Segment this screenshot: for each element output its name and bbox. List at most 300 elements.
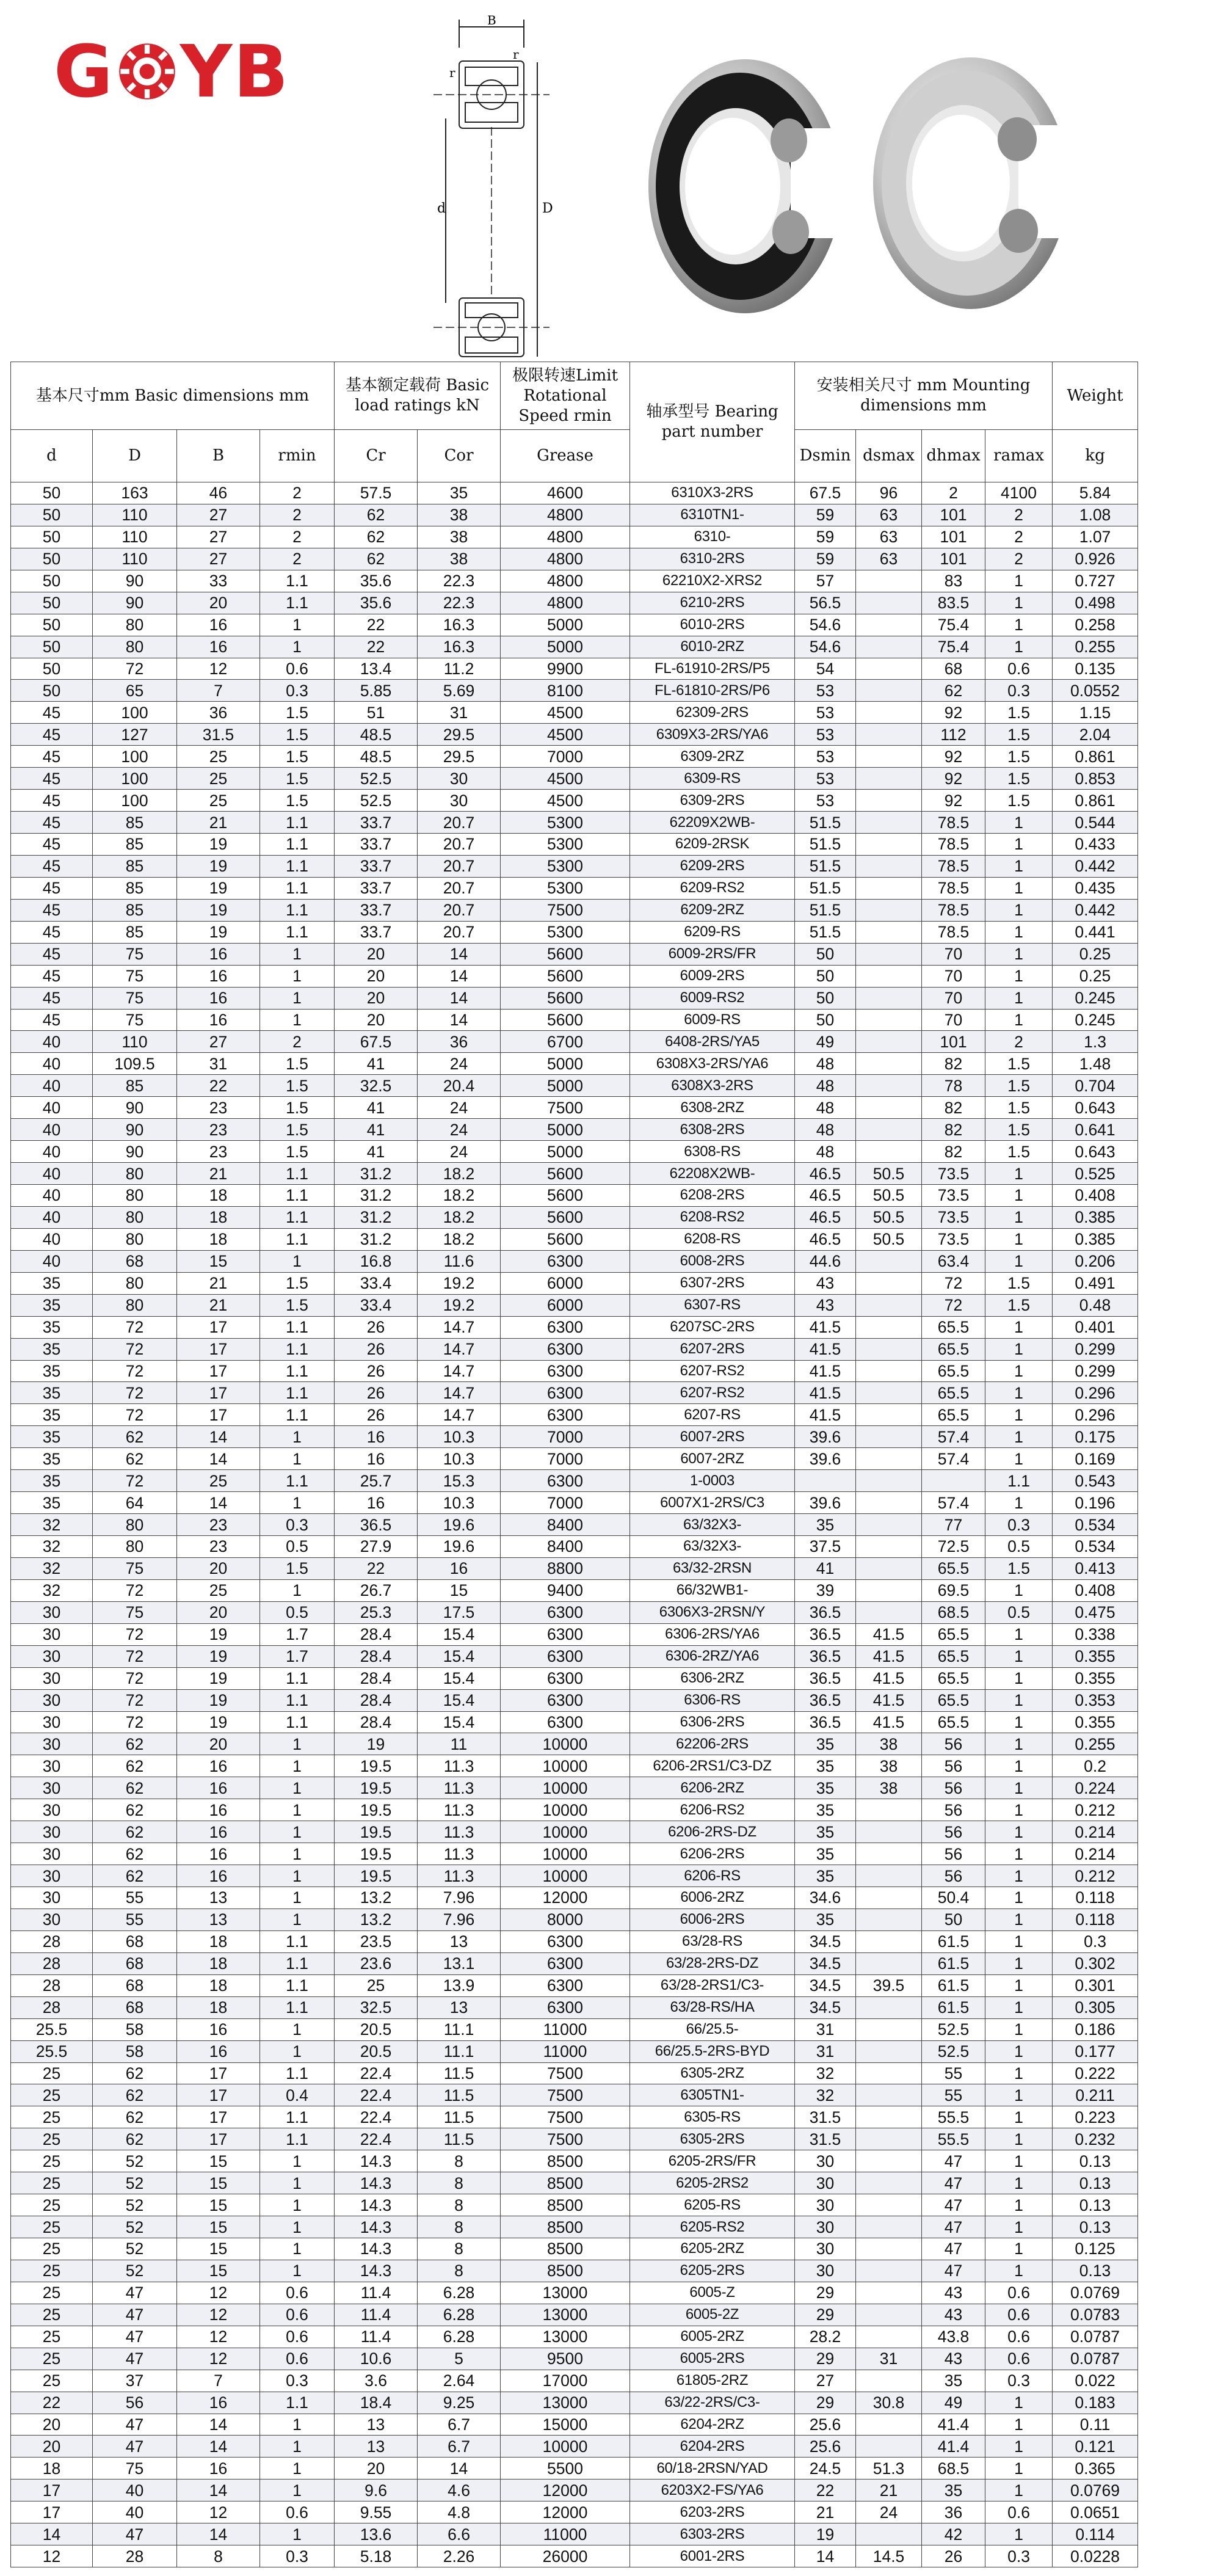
cell-dsmin: 39 — [795, 1579, 856, 1601]
cell-B: 17 — [177, 1382, 260, 1404]
cell-ramax: 1.5 — [985, 1119, 1053, 1141]
cell-dhmax: 78.5 — [922, 899, 985, 921]
cell-dsmin: 32 — [795, 2084, 856, 2106]
cell-D: 75 — [93, 965, 177, 987]
table-row — [11, 1887, 1138, 1909]
cell-part-number: 6009-RS — [630, 1009, 795, 1031]
cell-D: 72 — [93, 1579, 177, 1601]
cell-part-number: 6306-2RS — [630, 1711, 795, 1733]
cell-dhmax: 55.5 — [922, 2128, 985, 2150]
cell-D: 40 — [93, 2480, 177, 2501]
cell-grease: 4500 — [501, 790, 630, 812]
cell-cr: 20 — [335, 987, 418, 1009]
cell-d: 35 — [11, 1404, 93, 1426]
cell-B: 46 — [177, 482, 260, 504]
cell-cor: 11.3 — [418, 1843, 501, 1865]
cell-dsmax — [856, 724, 922, 746]
cell-d: 35 — [11, 1448, 93, 1470]
cell-grease: 5300 — [501, 834, 630, 856]
cell-weight: 0.186 — [1053, 2018, 1138, 2040]
cell-dsmax — [856, 658, 922, 680]
cell-dsmin: 51.5 — [795, 834, 856, 856]
cell-part-number: 6307-RS — [630, 1294, 795, 1316]
cell-dhmax: 92 — [922, 746, 985, 768]
cell-rmin: 1.1 — [260, 1163, 335, 1185]
cell-cor: 38 — [418, 548, 501, 570]
cell-B: 23 — [177, 1119, 260, 1141]
cell-dsmin: 39.6 — [795, 1426, 856, 1448]
cell-weight: 0.206 — [1053, 1250, 1138, 1272]
cell-d: 40 — [11, 1053, 93, 1075]
cell-cr: 33.7 — [335, 812, 418, 834]
cell-cor: 11.3 — [418, 1777, 501, 1799]
cell-weight: 0.258 — [1053, 614, 1138, 636]
cell-ramax: 1 — [985, 1448, 1053, 1470]
cell-d: 40 — [11, 1228, 93, 1250]
cell-rmin: 1.5 — [260, 768, 335, 790]
cell-dsmax — [856, 877, 922, 899]
cell-dhmax: 56 — [922, 1821, 985, 1843]
cell-cor: 17.5 — [418, 1601, 501, 1623]
cell-rmin: 1 — [260, 1733, 335, 1755]
cell-cr: 41 — [335, 1141, 418, 1163]
cell-weight: 0.0651 — [1053, 2501, 1138, 2523]
cell-rmin: 2 — [260, 1031, 335, 1053]
cell-part-number: 6204-2RS — [630, 2436, 795, 2458]
cell-grease: 8100 — [501, 680, 630, 702]
cell-grease: 6300 — [501, 1711, 630, 1733]
cell-cor: 14 — [418, 1009, 501, 1031]
cell-dsmax — [856, 2062, 922, 2084]
cell-d: 45 — [11, 724, 93, 746]
cell-ramax: 1.5 — [985, 702, 1053, 724]
cell-cor: 22.3 — [418, 570, 501, 592]
cell-D: 62 — [93, 1865, 177, 1887]
cell-dsmin: 30 — [795, 2216, 856, 2238]
table-row — [11, 987, 1138, 1009]
cell-weight: 0.301 — [1053, 1974, 1138, 1996]
cell-grease: 13000 — [501, 2304, 630, 2326]
cell-grease: 7500 — [501, 2062, 630, 2084]
cell-dhmax: 101 — [922, 526, 985, 548]
table-row — [11, 724, 1138, 746]
cell-part-number: 62210X2-XRS2 — [630, 570, 795, 592]
cell-cr: 16 — [335, 1448, 418, 1470]
cell-dsmin: 50 — [795, 1009, 856, 1031]
cell-weight: 0.475 — [1053, 1601, 1138, 1623]
cell-cr: 22.4 — [335, 2106, 418, 2128]
cell-dsmax: 50.5 — [856, 1163, 922, 1185]
cell-D: 47 — [93, 2523, 177, 2545]
cell-rmin: 1.1 — [260, 1952, 335, 1974]
cell-dhmax: 65.5 — [922, 1689, 985, 1711]
cell-part-number: 6310TN1- — [630, 504, 795, 526]
cell-grease: 5300 — [501, 855, 630, 877]
cell-ramax: 0.6 — [985, 2326, 1053, 2348]
cell-rmin: 1.1 — [260, 1228, 335, 1250]
cell-dhmax: 65.5 — [922, 1623, 985, 1645]
cell-D: 52 — [93, 2216, 177, 2238]
cell-dhmax: 43 — [922, 2282, 985, 2304]
cell-dsmax — [856, 2018, 922, 2040]
cell-dsmin: 51.5 — [795, 921, 856, 943]
cell-weight: 0.534 — [1053, 1514, 1138, 1536]
cell-part-number: 6210-2RS — [630, 592, 795, 614]
cell-rmin: 1.5 — [260, 746, 335, 768]
cell-dsmax — [856, 2172, 922, 2194]
cell-grease: 6300 — [501, 1645, 630, 1667]
cell-cor: 8 — [418, 2150, 501, 2172]
cell-B: 16 — [177, 1777, 260, 1799]
cell-ramax: 1 — [985, 1974, 1053, 1996]
cell-dsmin: 59 — [795, 504, 856, 526]
cell-cor: 19.6 — [418, 1536, 501, 1558]
cell-ramax: 1.5 — [985, 1053, 1053, 1075]
cell-dhmax: 68.5 — [922, 1601, 985, 1623]
cell-d: 45 — [11, 877, 93, 899]
cell-weight: 0.177 — [1053, 2040, 1138, 2062]
cell-D: 75 — [93, 1557, 177, 1579]
cell-cr: 9.6 — [335, 2480, 418, 2501]
cell-rmin: 1 — [260, 1579, 335, 1601]
cell-B: 25 — [177, 1579, 260, 1601]
cell-cor: 16.3 — [418, 614, 501, 636]
cell-weight: 5.84 — [1053, 482, 1138, 504]
cell-cor: 8 — [418, 2238, 501, 2260]
cell-D: 85 — [93, 812, 177, 834]
cell-grease: 9900 — [501, 658, 630, 680]
table-row — [11, 2436, 1138, 2458]
cell-D: 90 — [93, 1097, 177, 1119]
cell-cor: 31 — [418, 702, 501, 724]
cell-grease: 5000 — [501, 1053, 630, 1075]
table-row — [11, 1996, 1138, 2018]
cell-cor: 4.6 — [418, 2480, 501, 2501]
cell-dsmax — [856, 1031, 922, 1053]
cell-part-number: 6309X3-2RS/YA6 — [630, 724, 795, 746]
cell-dsmin: 39.6 — [795, 1492, 856, 1514]
cell-dsmax — [856, 1009, 922, 1031]
cell-ramax: 1 — [985, 1689, 1053, 1711]
cell-B: 31.5 — [177, 724, 260, 746]
cell-cor: 30 — [418, 768, 501, 790]
table-row — [11, 1470, 1138, 1492]
cell-dsmin: 37.5 — [795, 1536, 856, 1558]
cell-dsmax — [856, 702, 922, 724]
cell-d: 14 — [11, 2523, 93, 2545]
cell-d: 35 — [11, 1426, 93, 1448]
cell-dhmax: 72.5 — [922, 1536, 985, 1558]
cell-weight: 0.544 — [1053, 812, 1138, 834]
cell-d: 30 — [11, 1843, 93, 1865]
table-row — [11, 1777, 1138, 1799]
cell-D: 90 — [93, 1119, 177, 1141]
cell-dsmax — [856, 1404, 922, 1426]
cell-ramax: 1 — [985, 1250, 1053, 1272]
cell-dsmin: 41.5 — [795, 1316, 856, 1338]
cell-rmin: 1 — [260, 987, 335, 1009]
cell-ramax: 2 — [985, 526, 1053, 548]
cell-cr: 10.6 — [335, 2348, 418, 2370]
cell-B: 16 — [177, 943, 260, 965]
cell-cr: 32.5 — [335, 1075, 418, 1097]
cell-d: 25 — [11, 2062, 93, 2084]
table-row — [11, 2545, 1138, 2567]
cell-B: 15 — [177, 2260, 260, 2282]
cell-dsmax — [856, 1821, 922, 1843]
cell-dsmax — [856, 2370, 922, 2392]
cell-dsmax — [856, 943, 922, 965]
cell-dsmax: 38 — [856, 1733, 922, 1755]
cell-cr: 13.6 — [335, 2523, 418, 2545]
cell-dsmin: 19 — [795, 2523, 856, 2545]
cell-rmin: 1.1 — [260, 2062, 335, 2084]
cell-dhmax: 68 — [922, 658, 985, 680]
cell-dhmax: 82 — [922, 1097, 985, 1119]
cell-part-number: 1-0003 — [630, 1470, 795, 1492]
cell-dsmin: 35 — [795, 1755, 856, 1777]
cell-ramax: 1 — [985, 1996, 1053, 2018]
cell-rmin: 1 — [260, 1908, 335, 1930]
cell-B: 19 — [177, 1711, 260, 1733]
cell-dhmax: 101 — [922, 504, 985, 526]
table-row — [11, 899, 1138, 921]
cell-weight: 0.0769 — [1053, 2480, 1138, 2501]
table-row — [11, 2216, 1138, 2238]
cell-grease: 10000 — [501, 1777, 630, 1799]
cell-cr: 9.55 — [335, 2501, 418, 2523]
cell-cor: 5 — [418, 2348, 501, 2370]
table-row — [11, 746, 1138, 768]
cell-weight: 0.442 — [1053, 855, 1138, 877]
cell-part-number: 6206-RS — [630, 1865, 795, 1887]
cell-cor: 10.3 — [418, 1426, 501, 1448]
cell-dsmin: 51.5 — [795, 877, 856, 899]
table-row — [11, 1536, 1138, 1558]
cell-part-number: 6010-2RZ — [630, 636, 795, 658]
cell-D: 72 — [93, 1360, 177, 1382]
cell-dsmax — [856, 1097, 922, 1119]
table-row — [11, 1316, 1138, 1338]
cell-weight: 0.643 — [1053, 1141, 1138, 1163]
cell-dhmax: 62 — [922, 680, 985, 702]
cell-ramax: 1 — [985, 1009, 1053, 1031]
cell-weight: 1.08 — [1053, 504, 1138, 526]
cell-B: 16 — [177, 1799, 260, 1821]
cell-dsmin: 39.6 — [795, 1448, 856, 1470]
cell-ramax: 1 — [985, 2392, 1053, 2414]
cell-D: 47 — [93, 2282, 177, 2304]
cell-d: 25 — [11, 2238, 93, 2260]
cell-B: 18 — [177, 1228, 260, 1250]
cell-part-number: 6203X2-FS/YA6 — [630, 2480, 795, 2501]
cell-dsmin: 59 — [795, 526, 856, 548]
cell-part-number: 6305-RS — [630, 2106, 795, 2128]
cell-dsmax: 50.5 — [856, 1206, 922, 1228]
table-row — [11, 658, 1138, 680]
cell-ramax: 0.3 — [985, 1514, 1053, 1536]
cell-cor: 8 — [418, 2260, 501, 2282]
cell-rmin: 0.4 — [260, 2084, 335, 2106]
cell-rmin: 0.3 — [260, 2370, 335, 2392]
cell-d: 25 — [11, 2282, 93, 2304]
cell-weight: 0.727 — [1053, 570, 1138, 592]
cell-rmin: 1 — [260, 1887, 335, 1909]
table-row — [11, 1711, 1138, 1733]
cell-D: 62 — [93, 1799, 177, 1821]
cell-ramax: 1 — [985, 1382, 1053, 1404]
table-row — [11, 1009, 1138, 1031]
cell-part-number: 63/28-RS — [630, 1930, 795, 1952]
cell-cor: 10.3 — [418, 1492, 501, 1514]
cell-d: 35 — [11, 1382, 93, 1404]
cell-dhmax: 56 — [922, 1865, 985, 1887]
cell-d: 30 — [11, 1799, 93, 1821]
cell-weight: 0.212 — [1053, 1865, 1138, 1887]
cell-ramax: 1.5 — [985, 1141, 1053, 1163]
cell-weight: 0.214 — [1053, 1843, 1138, 1865]
cell-cr: 11.4 — [335, 2304, 418, 2326]
cell-dhmax: 73.5 — [922, 1228, 985, 1250]
cell-part-number: 63/32X3- — [630, 1514, 795, 1536]
cell-B: 19 — [177, 877, 260, 899]
cell-part-number: 6007X1-2RS/C3 — [630, 1492, 795, 1514]
cell-weight: 0.169 — [1053, 1448, 1138, 1470]
cell-B: 21 — [177, 1294, 260, 1316]
cell-d: 50 — [11, 570, 93, 592]
cell-dsmin: 35 — [795, 1908, 856, 1930]
cell-part-number: 6310- — [630, 526, 795, 548]
cell-dsmax — [856, 2326, 922, 2348]
cell-dsmax — [856, 1075, 922, 1097]
cell-dsmax — [856, 987, 922, 1009]
cell-ramax: 1 — [985, 2480, 1053, 2501]
cell-d: 40 — [11, 1075, 93, 1097]
cell-ramax: 1 — [985, 2458, 1053, 2480]
cell-B: 15 — [177, 2172, 260, 2194]
cell-B: 20 — [177, 592, 260, 614]
cell-dsmax — [856, 1316, 922, 1338]
cell-dhmax: 65.5 — [922, 1404, 985, 1426]
cell-cor: 6.28 — [418, 2326, 501, 2348]
cell-dsmax — [856, 1908, 922, 1930]
cell-B: 16 — [177, 1865, 260, 1887]
cell-dsmax — [856, 899, 922, 921]
cell-dsmin: 31 — [795, 2040, 856, 2062]
cell-dsmax: 14.5 — [856, 2545, 922, 2567]
cell-D: 62 — [93, 1821, 177, 1843]
cell-d: 32 — [11, 1579, 93, 1601]
cell-rmin: 2 — [260, 504, 335, 526]
cell-dhmax: 43 — [922, 2304, 985, 2326]
cell-dsmin: 31.5 — [795, 2128, 856, 2150]
cell-ramax: 1 — [985, 1206, 1053, 1228]
table-row — [11, 636, 1138, 658]
cell-weight: 0.224 — [1053, 1777, 1138, 1799]
cell-cr: 41 — [335, 1119, 418, 1141]
cell-dsmax — [856, 1557, 922, 1579]
cell-cor: 6.28 — [418, 2304, 501, 2326]
cell-grease: 6300 — [501, 1360, 630, 1382]
cell-ramax: 1 — [985, 1865, 1053, 1887]
cell-dhmax: 65.5 — [922, 1711, 985, 1733]
cell-part-number: 6207-RS2 — [630, 1360, 795, 1382]
cell-dsmin: 50 — [795, 943, 856, 965]
cell-d: 28 — [11, 1974, 93, 1996]
table-row — [11, 2128, 1138, 2150]
cell-rmin: 1.5 — [260, 1557, 335, 1579]
cell-rmin: 1.1 — [260, 1974, 335, 1996]
cell-cor: 9.25 — [418, 2392, 501, 2414]
cell-B: 16 — [177, 636, 260, 658]
cell-grease: 5600 — [501, 987, 630, 1009]
cell-cr: 28.4 — [335, 1711, 418, 1733]
cell-ramax: 1.5 — [985, 1097, 1053, 1119]
cell-cor: 15.4 — [418, 1689, 501, 1711]
cell-weight: 0.11 — [1053, 2414, 1138, 2436]
cell-dsmin: 35 — [795, 1777, 856, 1799]
table-row — [11, 1974, 1138, 1996]
cell-grease: 13000 — [501, 2392, 630, 2414]
cell-d: 35 — [11, 1294, 93, 1316]
cell-ramax: 1 — [985, 1733, 1053, 1755]
cell-grease: 12000 — [501, 2501, 630, 2523]
header-weight: Weight — [1053, 362, 1138, 430]
cell-D: 72 — [93, 1382, 177, 1404]
cell-ramax: 1.1 — [985, 1470, 1053, 1492]
cell-d: 40 — [11, 1206, 93, 1228]
cell-ramax: 1 — [985, 2238, 1053, 2260]
cell-D: 80 — [93, 1536, 177, 1558]
cell-rmin: 2 — [260, 482, 335, 504]
cell-cr: 22.4 — [335, 2062, 418, 2084]
cell-weight: 0.48 — [1053, 1294, 1138, 1316]
cell-dsmax — [856, 2523, 922, 2545]
cell-rmin: 1 — [260, 2150, 335, 2172]
cell-grease: 9500 — [501, 2348, 630, 2370]
cell-cr: 16 — [335, 1492, 418, 1514]
cell-part-number: 63/32-2RSN — [630, 1557, 795, 1579]
cell-dsmin: 48 — [795, 1075, 856, 1097]
cell-D: 47 — [93, 2304, 177, 2326]
cell-dsmin: 36.5 — [795, 1689, 856, 1711]
cell-dsmax — [856, 1865, 922, 1887]
cell-cr: 14.3 — [335, 2194, 418, 2216]
cell-cor: 16.3 — [418, 636, 501, 658]
cell-grease: 10000 — [501, 1799, 630, 1821]
label-r-side: r — [513, 47, 519, 62]
cell-cr: 20.5 — [335, 2040, 418, 2062]
cell-B: 17 — [177, 1316, 260, 1338]
cell-cr: 26 — [335, 1382, 418, 1404]
cell-rmin: 1.5 — [260, 1119, 335, 1141]
cell-part-number: 6310X3-2RS — [630, 482, 795, 504]
cell-D: 85 — [93, 855, 177, 877]
cell-D: 62 — [93, 1755, 177, 1777]
cell-dsmax: 38 — [856, 1755, 922, 1777]
cell-d: 30 — [11, 1667, 93, 1689]
cell-dsmin: 34.5 — [795, 1930, 856, 1952]
cell-dsmax — [856, 2436, 922, 2458]
cell-weight: 0.118 — [1053, 1908, 1138, 1930]
table-row — [11, 1799, 1138, 1821]
cell-d: 45 — [11, 790, 93, 812]
cell-ramax: 0.6 — [985, 2282, 1053, 2304]
cell-B: 19 — [177, 834, 260, 856]
cell-dsmin: 41.5 — [795, 1382, 856, 1404]
cell-dsmax — [856, 2150, 922, 2172]
cell-ramax: 1 — [985, 1623, 1053, 1645]
